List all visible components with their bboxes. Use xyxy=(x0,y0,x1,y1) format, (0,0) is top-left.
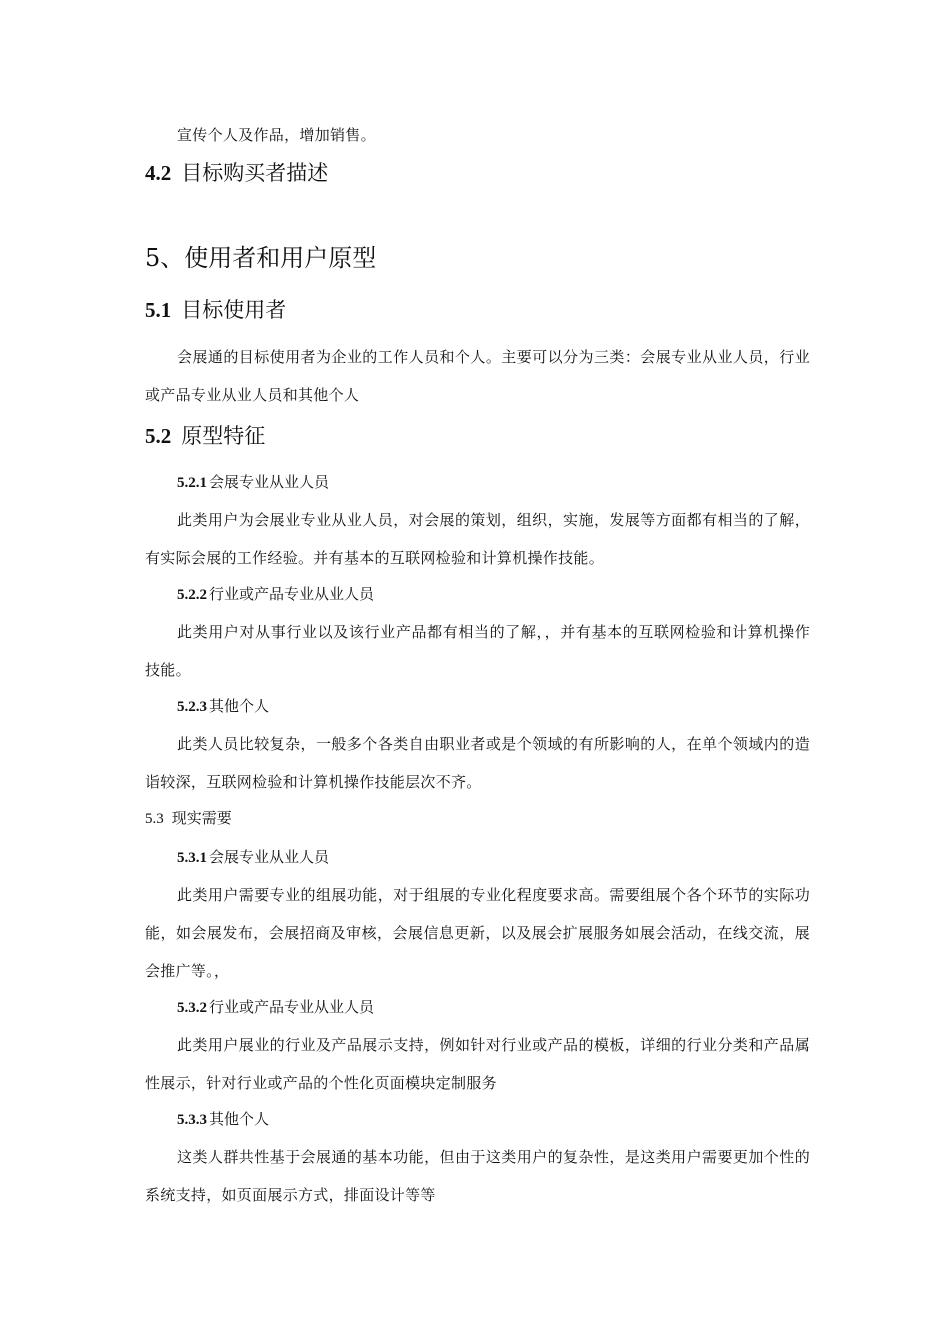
paragraph-5-2-2: 此类用户对从事行业以及该行业产品都有相当的了解，，并有基本的互联网检验和计算机操作技能。 xyxy=(145,623,810,679)
section-number: 4.2 xyxy=(145,161,172,185)
subsection-heading-5-2-1 xyxy=(145,470,842,495)
section-heading-5-2 xyxy=(145,421,810,451)
paragraph-5-1: 会展通的目标使用者为企业的工作人员和个人。主要可以分为三类：会展专业从业人员，行业或产品专业从业人员和其他个人 xyxy=(145,348,810,404)
chapter-heading-5: 5、使用者和用户原型 xyxy=(145,244,377,272)
paragraph-5-2-3: 此类人员比较复杂，一般多个各类自由职业者或是个领域的有所影响的人，在单个领域内的造诣较深，互联网检验和计算机操作技能层次不齐。 xyxy=(145,735,810,791)
subsection-heading-5-3-2 xyxy=(145,995,842,1020)
subsection-title: 行业或产品专业从业人员 xyxy=(209,998,375,1016)
section-number: 5.1 xyxy=(145,298,172,322)
paragraph-5-3-2: 此类用户展业的行业及产品展示支持，例如针对行业或产品的模板，详细的行业分类和产品属性展示，针对行业或产品的个性化页面模块定制服务 xyxy=(145,1036,810,1092)
section-title: 目标使用者 xyxy=(181,298,287,322)
paragraph-5-2-1: 此类用户为会展业专业从业人员，对会展的策划，组织，实施，发展等方面都有相当的了解，有实际会展的工作经验。并有基本的互联网检验和计算机操作技能。 xyxy=(145,511,810,567)
subsection-title: 其他个人 xyxy=(209,1110,270,1128)
section-number: 5.3 xyxy=(145,811,164,827)
section-heading-5-3 xyxy=(145,806,810,831)
intro-paragraph: 宣传个人及作品，增加销售。 xyxy=(177,126,376,144)
subsection-number: 5.2.2 xyxy=(177,587,207,603)
subsection-title: 会展专业从业人员 xyxy=(209,473,330,491)
section-title: 原型特征 xyxy=(181,424,266,448)
section-heading-5-1 xyxy=(145,295,810,325)
section-title: 目标购买者描述 xyxy=(181,161,329,185)
section-heading-4-2 xyxy=(145,158,810,188)
subsection-heading-5-2-2 xyxy=(145,582,842,607)
paragraph-5-3-1: 此类用户需要专业的组展功能，对于组展的专业化程度要求高。需要组展个各个环节的实际功能，如会展发布，会展招商及审核，会展信息更新，以及展会扩展服务如展会活动，在线交流，展会推广等。， xyxy=(145,886,810,980)
subsection-number: 5.3.3 xyxy=(177,1112,207,1128)
subsection-title: 会展专业从业人员 xyxy=(209,848,330,866)
subsection-heading-5-3-3 xyxy=(145,1107,842,1132)
subsection-heading-5-3-1 xyxy=(145,845,842,870)
subsection-number: 5.3.1 xyxy=(177,850,207,866)
subsection-number: 5.3.2 xyxy=(177,1000,207,1016)
subsection-number: 5.2.1 xyxy=(177,475,207,491)
subsection-title: 其他个人 xyxy=(209,697,270,715)
subsection-title: 行业或产品专业从业人员 xyxy=(209,585,375,603)
section-title: 现实需要 xyxy=(171,809,232,827)
paragraph-5-3-3: 这类人群共性基于会展通的基本功能，但由于这类用户的复杂性，是这类用户需要更加个性的系统支持，如页面展示方式，排面设计等等 xyxy=(145,1148,810,1204)
subsection-heading-5-2-3 xyxy=(145,694,842,719)
section-number: 5.2 xyxy=(145,424,172,448)
subsection-number: 5.2.3 xyxy=(177,699,207,715)
